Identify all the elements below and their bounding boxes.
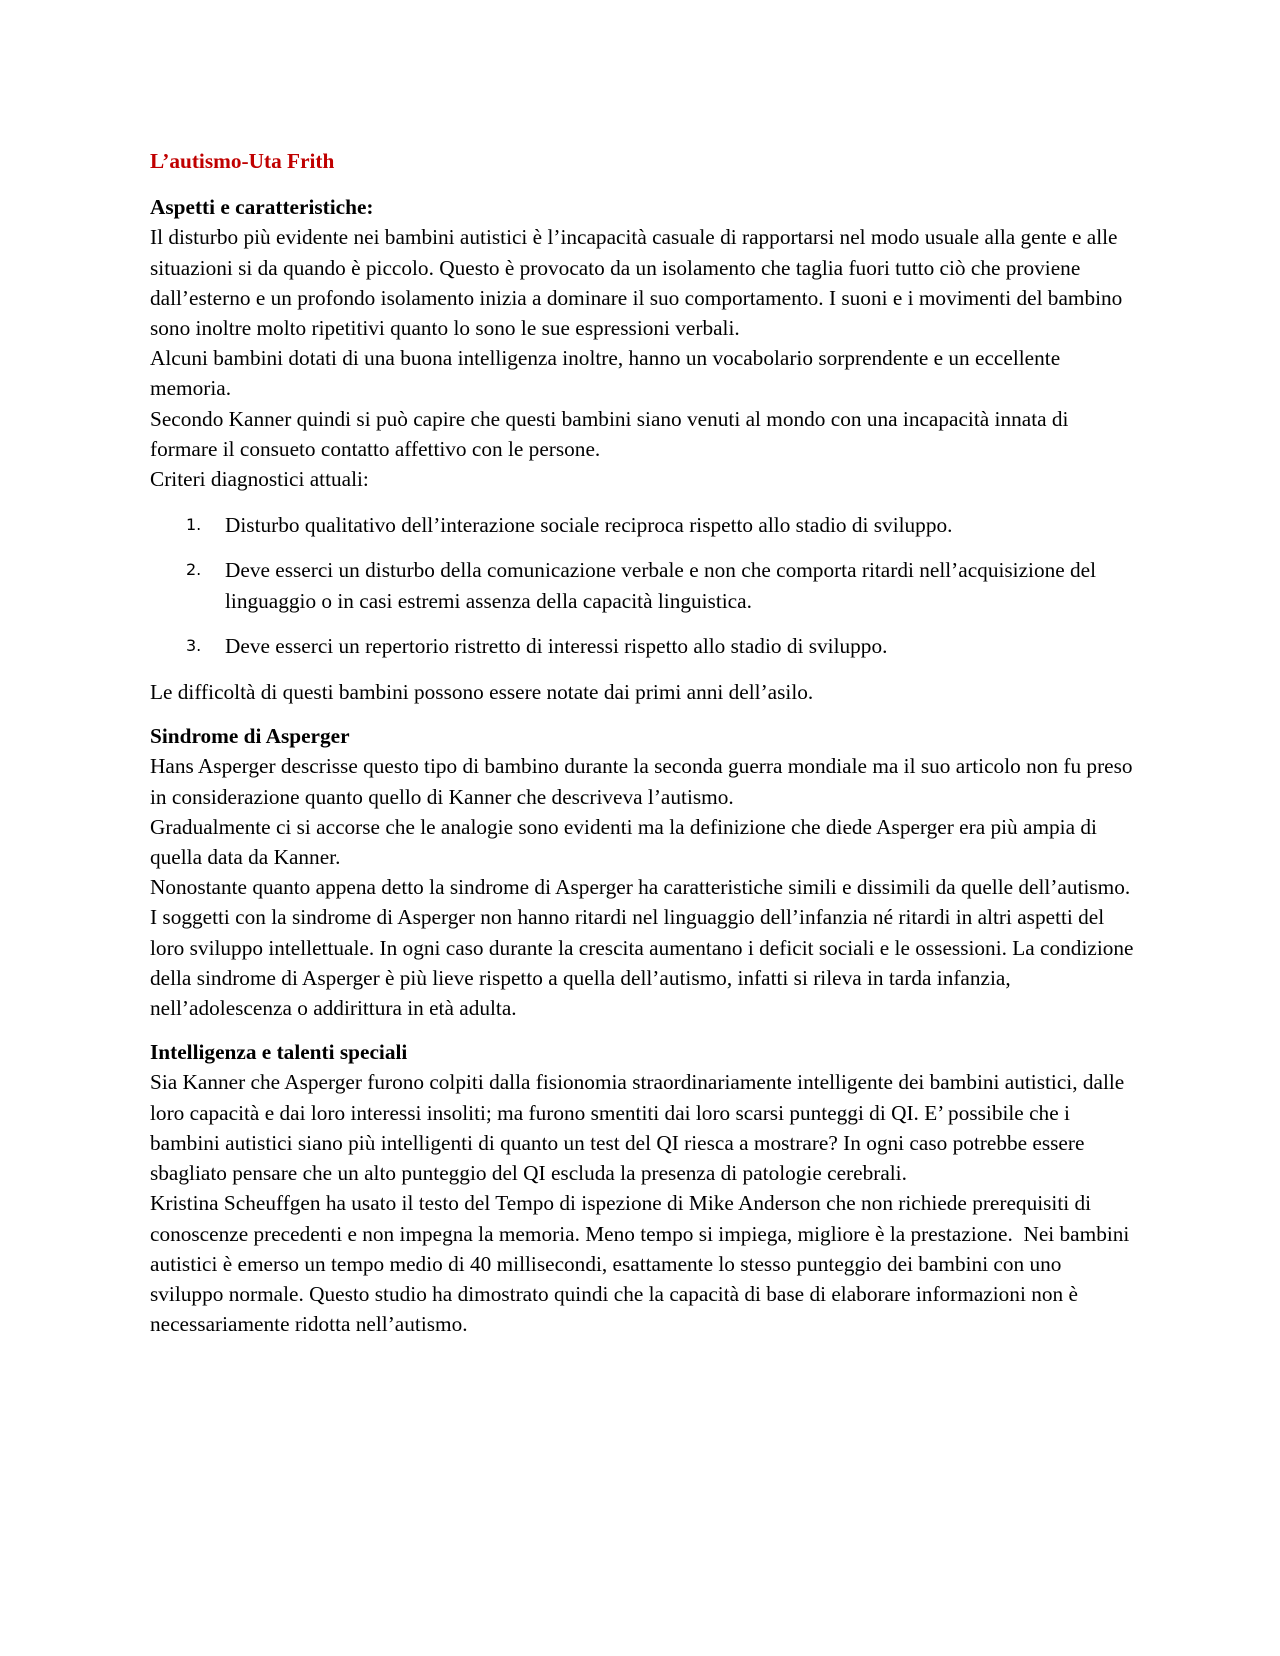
list-item: [150, 631, 1140, 661]
document-page: [150, 146, 1140, 1339]
paragraph: Nonostante quanto appena detto la sindrome di Asperger ha caratteristiche simili e dissimili da quelle dell’autismo.: [150, 875, 1131, 900]
list-item-text: Deve esserci un disturbo della comunicazione verbale e non che comporta ritardi nell’acquisizione del linguaggio o in casi estremi assenza della capacità linguistica.: [225, 558, 1097, 613]
paragraph: I soggetti con la sindrome di Asperger non hanno ritardi nel linguaggio dell’infanzia né ritardi in altri aspetti del loro sviluppo intellettuale. In ogni caso durante la crescita aumentano i deficit sociali e le ossessioni. La condizione della sindrome di Asperger è più lieve rispetto a quella dell’autismo, infatti si rileva in tarda infanzia, nell’adolescenza o addirittura in età adulta.: [150, 905, 1139, 1021]
list-item: [150, 510, 1140, 540]
paragraph: Criteri diagnostici attuali:: [150, 467, 369, 492]
document-title: L’autismo-Uta Frith: [150, 149, 335, 173]
section-heading-asperger: Sindrome di Asperger: [150, 724, 350, 749]
paragraph: Alcuni bambini dotati di una buona intelligenza inoltre, hanno un vocabolario sorprendente e un eccellente memoria.: [150, 346, 1066, 401]
list-item-number: 3.: [186, 635, 202, 655]
list-item-text: Deve esserci un repertorio ristretto di interessi rispetto allo stadio di sviluppo.: [225, 633, 888, 658]
section-heading-aspetti: Aspetti e caratteristiche:: [150, 195, 374, 220]
section-heading-intelligenza: Intelligenza e talenti speciali: [150, 1040, 408, 1065]
paragraph: Sia Kanner che Asperger furono colpiti dalla fisionomia straordinariamente intelligente dei bambini autistici, dalle loro capacità e dai loro interessi insoliti; ma furono smentiti dai loro scarsi punteggi di QI. E’ possibile che i bambini autistici siano più intelligenti di quanto un test del QI riesca a mostrare? In ogni caso potrebbe essere sbagliato pensare che un alto punteggio del QI escluda la presenza di patologie cerebrali.: [150, 1070, 1130, 1186]
list-item: [150, 555, 1140, 615]
paragraph: Gradualmente ci si accorse che le analogie sono evidenti ma la definizione che diede Asperger era più ampia di quella data da Kanner.: [150, 814, 1103, 870]
list-item-text: Disturbo qualitativo dell’interazione sociale reciproca rispetto allo stadio di sviluppo.: [225, 513, 953, 538]
paragraph: Hans Asperger descrisse questo tipo di bambino durante la seconda guerra mondiale ma il suo articolo non fu preso in considerazione quanto quello di Kanner che descriveva l’autismo.: [150, 754, 1138, 809]
paragraph: Kristina Scheuffgen ha usato il testo del Tempo di ispezione di Mike Anderson che non richiede prerequisiti di conoscenze precedenti e non impegna la memoria. Meno tempo si impiega, migliore è la prestazione. Nei bambini autistici è emerso un tempo medio di 40 millisecondi, esattamente lo stesso punteggio dei bambini con uno sviluppo normale. Questo studio ha dimostrato quindi che la capacità di base di elaborare informazioni non è necessariamente ridotta nell’autismo.: [150, 1191, 1135, 1337]
section-intelligenza: [150, 1037, 1140, 1339]
criteria-list: [150, 510, 1140, 661]
paragraph: Il disturbo più evidente nei bambini autistici è l’incapacità casuale di rapportarsi nel modo usuale alla gente e alle situazioni si da quando è piccolo. Questo è provocato da un isolamento che taglia fuori tutto ciò che proviene dall’esterno e un profondo isolamento inizia a dominare il suo comportamento. I suoni e i movimenti del bambino sono inoltre molto ripetitivi quanto lo sono le sue espressioni verbali.: [150, 225, 1128, 341]
list-item-number: 2.: [186, 560, 202, 580]
list-item-number: 1.: [186, 515, 202, 535]
paragraph: Secondo Kanner quindi si può capire che questi bambini siano venuti al mondo con una incapacità innata di formare il consueto contatto affettivo con le persone.: [150, 406, 1074, 461]
paragraph: Le difficoltà di questi bambini possono essere notate dai primi anni dell’asilo.: [150, 680, 814, 705]
section-asperger: [150, 721, 1140, 1023]
section-aspetti: [150, 192, 1140, 707]
